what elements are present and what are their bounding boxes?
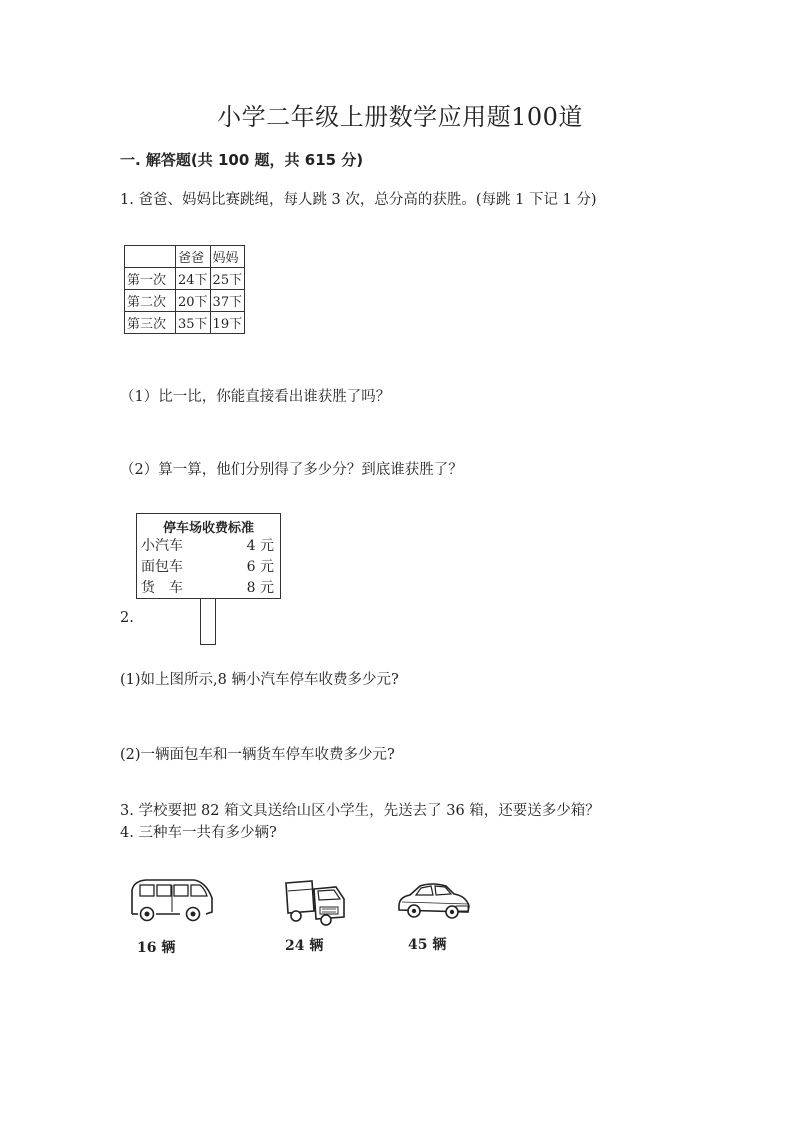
table-cell: 第二次 bbox=[125, 290, 176, 312]
car-icon bbox=[396, 880, 472, 922]
sign-row bbox=[137, 536, 280, 557]
vehicle-price: 4 元 bbox=[246, 538, 274, 554]
jump-rope-table bbox=[124, 245, 245, 334]
parking-fee-sign bbox=[136, 513, 281, 599]
table-cell: 第三次 bbox=[125, 312, 176, 334]
question-1-part-2: （2）算一算，他们分别得了多少分？到底谁获胜了？ bbox=[120, 462, 463, 478]
table-cell: 第一次 bbox=[125, 268, 176, 290]
car-count: 45 辆 bbox=[408, 937, 447, 953]
question-1-text: 1. 爸爸、妈妈比赛跳绳，每人跳 3 次，总分高的获胜。(每跳 1 下记 1 分) bbox=[120, 192, 597, 208]
table-row bbox=[125, 290, 245, 312]
table-cell: 19下 bbox=[210, 312, 245, 334]
question-2-number: 2. bbox=[120, 610, 134, 626]
table-cell: 20下 bbox=[176, 290, 211, 312]
table-cell bbox=[125, 246, 176, 268]
question-2-part-2: (2)一辆面包车和一辆货车停车收费多少元? bbox=[120, 747, 395, 763]
van-icon bbox=[128, 876, 216, 924]
sign-post bbox=[200, 598, 216, 645]
table-cell: 25下 bbox=[210, 268, 245, 290]
table-cell: 35下 bbox=[176, 312, 211, 334]
table-row bbox=[125, 312, 245, 334]
vehicle-price: 6 元 bbox=[246, 559, 274, 575]
van-count: 16 辆 bbox=[137, 940, 176, 956]
table-row bbox=[125, 268, 245, 290]
question-2-part-1: (1)如上图所示,8 辆小汽车停车收费多少元? bbox=[120, 672, 399, 688]
sign-row bbox=[137, 578, 280, 599]
page-title: 小学二年级上册数学应用题100道 bbox=[217, 103, 583, 131]
question-4-text: 4. 三种车一共有多少辆? bbox=[120, 825, 277, 841]
table-cell: 37下 bbox=[210, 290, 245, 312]
table-cell: 24下 bbox=[176, 268, 211, 290]
section-heading: 一. 解答题(共 100 题，共 615 分) bbox=[120, 151, 364, 169]
truck-icon bbox=[282, 877, 352, 927]
vehicle-name: 货 车 bbox=[141, 580, 183, 596]
vehicle-name: 小汽车 bbox=[141, 538, 183, 554]
table-header-cell: 爸爸 bbox=[176, 246, 211, 268]
vehicle-price: 8 元 bbox=[246, 580, 274, 596]
table-header-cell: 妈妈 bbox=[210, 246, 245, 268]
table-header-row bbox=[125, 246, 245, 268]
truck-count: 24 辆 bbox=[285, 938, 324, 954]
sign-heading: 停车场收费标准 bbox=[162, 521, 254, 536]
sign-row bbox=[137, 557, 280, 578]
vehicle-name: 面包车 bbox=[141, 559, 183, 575]
question-1-part-1: （1）比一比，你能直接看出谁获胜了吗？ bbox=[120, 389, 391, 405]
question-3-text: 3. 学校要把 82 箱文具送给山区小学生，先送去了 36 箱，还要送多少箱？ bbox=[120, 803, 600, 819]
